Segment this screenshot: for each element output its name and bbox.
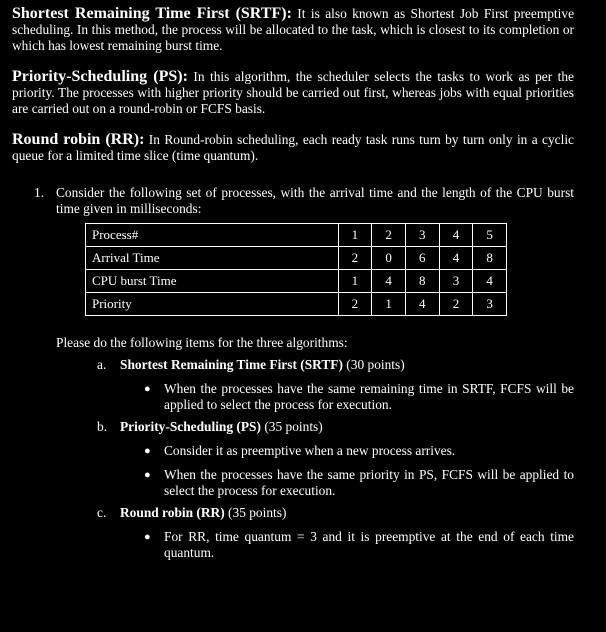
table-cell: 4 bbox=[405, 293, 439, 316]
table-cell: 4 bbox=[473, 270, 507, 293]
ps-description: In this algorithm, the scheduler selects the tasks to work as per the priority. The processes with higher priority should be carried out first, whereas jobs with equal priorities are carried out on a round-robin or FCFS basis. bbox=[12, 69, 574, 116]
item-letter: c. bbox=[97, 505, 107, 520]
table-cell: 2 bbox=[338, 247, 372, 270]
item-srtf bbox=[97, 357, 574, 373]
table-cell: 1 bbox=[372, 293, 406, 316]
item-title: Shortest Remaining Time First (SRTF) bbox=[120, 357, 343, 372]
list-item bbox=[144, 443, 574, 459]
document-page bbox=[12, 6, 574, 561]
table-row bbox=[86, 247, 507, 270]
table-row bbox=[86, 224, 507, 247]
ps-definition bbox=[12, 69, 574, 117]
table-cell: 4 bbox=[372, 270, 406, 293]
table-row bbox=[86, 293, 507, 316]
bullet-icon: ● bbox=[144, 383, 151, 395]
question-1 bbox=[12, 185, 574, 217]
bullet-text: When the processes have the same priority in PS, FCFS will be applied to select the process for execution. bbox=[164, 467, 574, 498]
list-item bbox=[144, 467, 574, 499]
item-ps bbox=[97, 419, 574, 435]
table-cell: 3 bbox=[439, 270, 473, 293]
srtf-description: It is also known as Shortest Job First preemptive scheduling. In this method, the process will be allocated to the task, which is closest to its completion or which has lowest remaining burst time. bbox=[12, 6, 575, 53]
rr-term: Round robin (RR): bbox=[12, 131, 145, 148]
instructions: Please do the following items for the three algorithms: bbox=[56, 335, 348, 350]
item-letter: a. bbox=[97, 357, 107, 372]
srtf-definition bbox=[12, 6, 574, 54]
rr-description: In Round-robin scheduling, each ready task runs turn by turn only in a cyclic queue for a limited time slice (time quantum). bbox=[12, 132, 574, 163]
item-points: (35 points) bbox=[260, 419, 323, 434]
table-cell: 8 bbox=[473, 247, 507, 270]
list-item bbox=[144, 529, 574, 561]
table-cell: 1 bbox=[338, 224, 372, 247]
table-cell: 2 bbox=[372, 224, 406, 247]
item-points: (35 points) bbox=[224, 505, 287, 520]
bullet-text: For RR, time quantum = 3 and it is preemptive at the end of each time quantum. bbox=[164, 529, 574, 560]
srtf-term: Shortest Remaining Time First (SRTF): bbox=[12, 5, 292, 22]
item-title: Round robin (RR) bbox=[120, 505, 225, 520]
table-cell: 0 bbox=[372, 247, 406, 270]
rr-definition bbox=[12, 132, 574, 164]
table-cell: 8 bbox=[405, 270, 439, 293]
question-text: Consider the following set of processes, with the arrival time and the length of the CPU burst time given in milliseconds: bbox=[56, 185, 574, 216]
table-cell: 2 bbox=[338, 293, 372, 316]
table-cell: 2 bbox=[439, 293, 473, 316]
item-title: Priority-Scheduling (PS) bbox=[120, 419, 261, 434]
table-cell: 3 bbox=[405, 224, 439, 247]
item-letter: b. bbox=[97, 419, 108, 434]
table-cell: 4 bbox=[439, 224, 473, 247]
row-label: Priority bbox=[86, 293, 339, 316]
question-number: 1. bbox=[34, 185, 45, 200]
bullet-text: When the processes have the same remaining time in SRTF, FCFS will be applied to select the process for execution. bbox=[164, 381, 574, 412]
row-label: Process# bbox=[86, 224, 339, 247]
list-item bbox=[144, 381, 574, 413]
bullet-icon: ● bbox=[144, 469, 151, 481]
bullet-icon: ● bbox=[144, 531, 151, 543]
row-label: CPU burst Time bbox=[86, 270, 339, 293]
process-table bbox=[85, 223, 507, 316]
bullet-icon: ● bbox=[144, 445, 151, 457]
item-rr bbox=[97, 505, 574, 521]
table-cell: 1 bbox=[338, 270, 372, 293]
item-points: (30 points) bbox=[342, 357, 405, 372]
row-label: Arrival Time bbox=[86, 247, 339, 270]
table-row bbox=[86, 270, 507, 293]
ps-term: Priority-Scheduling (PS): bbox=[12, 68, 188, 85]
table-cell: 3 bbox=[473, 293, 507, 316]
table-cell: 6 bbox=[405, 247, 439, 270]
table-cell: 5 bbox=[473, 224, 507, 247]
bullet-text: Consider it as preemptive when a new process arrives. bbox=[164, 443, 456, 458]
table-cell: 4 bbox=[439, 247, 473, 270]
